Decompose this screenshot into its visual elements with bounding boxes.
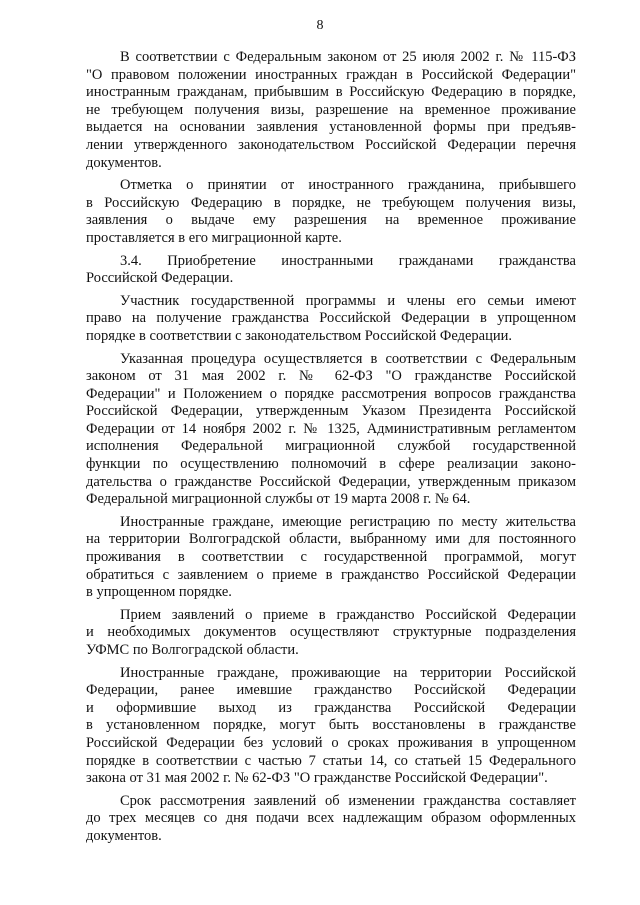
text-line: проставляется в его миграционной карте.	[86, 229, 342, 246]
text-line: Российской Федерации, утвержденным Указом Президента Российской	[86, 403, 576, 420]
text-line: 3.4. Приобретение иностранными гражданами гражданства	[120, 252, 576, 269]
text-line: на территории Волгоградской области, выбранному ими для постоянного	[86, 531, 576, 548]
text-line: до трех месяцев со дня подачи всех надлежащим образом оформленных	[86, 810, 576, 827]
text-line: Срок рассмотрения заявлений об изменении гражданства составляет	[120, 792, 576, 809]
text-line: Федерации от 14 ноября 2002 г. № 1325, Административным регламентом	[86, 420, 576, 437]
paragraph	[86, 793, 576, 846]
paragraph	[86, 607, 576, 660]
text-line: и необходимых документов осуществляют структурные подразделения	[86, 624, 576, 641]
text-line: право на получение гражданства Российской Федерации в упрощенном	[86, 310, 576, 327]
text-line: выдается на основании заявления установленной формы при предъяв-	[86, 119, 576, 136]
text-line: закона от 31 мая 2002 г. № 62-ФЗ "О гражданстве Российской Федерации".	[86, 770, 548, 787]
text-line: Федерации" и Положением о порядке рассмотрения вопросов гражданства	[86, 385, 576, 402]
text-line: обратиться с заявлением о приеме в гражданство Российской Федерации	[86, 566, 576, 583]
paragraph	[86, 253, 576, 288]
text-line: дательства о гражданстве Российской Федерации, утвержденным приказом	[86, 473, 576, 490]
text-line: заявления о выдаче ему разрешения на временное проживание	[86, 212, 576, 229]
text-line: порядке в соответствии с частью 7 статьи 14, со статьей 15 Федерального	[86, 752, 576, 769]
text-line: Российской Федерации.	[86, 270, 234, 287]
text-line: не требующем получения визы, разрешение на временное проживание	[86, 101, 576, 118]
text-line: функции по осуществлению полномочий в сфере реализации законо-	[86, 456, 576, 473]
text-line: Российской Федерации без условий о сроках проживания в упрощенном	[86, 734, 576, 751]
text-line: Федерации, ранее имевшие гражданство Российской Федерации	[86, 682, 576, 699]
text-line: Прием заявлений о приеме в гражданство Российской Федерации	[120, 606, 576, 623]
text-line: иностранным гражданам, прибывшим в Российскую Федерацию в порядке,	[86, 84, 576, 101]
text-line: проживания в соответствии с государственной программой, могут	[86, 549, 576, 566]
paragraph	[86, 177, 576, 247]
paragraph	[86, 514, 576, 602]
text-line: документов.	[86, 827, 162, 844]
paragraph	[86, 665, 576, 788]
paragraph	[86, 293, 576, 346]
text-line: порядке в соответствии с законодательством Российской Федерации.	[86, 327, 512, 344]
text-line: Указанная процедура осуществляется в соответствии с Федеральным	[120, 350, 576, 367]
text-line: законом от 31 мая 2002 г. № 62-ФЗ "О гражданстве Российской	[86, 368, 576, 385]
paragraph	[86, 49, 576, 172]
paragraph	[86, 351, 576, 509]
text-line: УФМС по Волгоградской области.	[86, 642, 299, 658]
document-body	[86, 49, 576, 851]
text-line: "О правовом положении иностранных граждан в Российской Федерации"	[86, 66, 576, 83]
text-line: в установленном порядке, могут быть восстановлены в гражданстве	[86, 717, 576, 734]
text-line: в упрощенном порядке.	[86, 584, 232, 601]
text-line: Иностранные граждане, имеющие регистрацию по месту жительства	[120, 513, 576, 530]
text-line: Отметка о принятии от иностранного гражданина, прибывшего	[120, 177, 576, 194]
text-line: В соответствии с Федеральным законом от 25 июля 2002 г. № 115-ФЗ	[120, 49, 576, 65]
text-line: Участник государственной программы и члены его семьи имеют	[120, 292, 576, 309]
text-line: в Российскую Федерацию в порядке, не требующем получения визы,	[86, 194, 576, 211]
text-line: и оформившие выход из гражданства Российской Федерации	[86, 699, 576, 716]
text-line: документов.	[86, 154, 162, 171]
text-line: лении утвержденного законодательством Российской Федерации перечня	[86, 136, 576, 153]
text-line: Иностранные граждане, проживающие на территории Российской	[120, 664, 576, 681]
text-line: Федеральной миграционной службы от 19 марта 2008 г. № 64.	[86, 491, 471, 508]
text-line: исполнения Федеральной миграционной службой государственной	[86, 438, 576, 455]
page-number: 8	[316, 18, 324, 33]
